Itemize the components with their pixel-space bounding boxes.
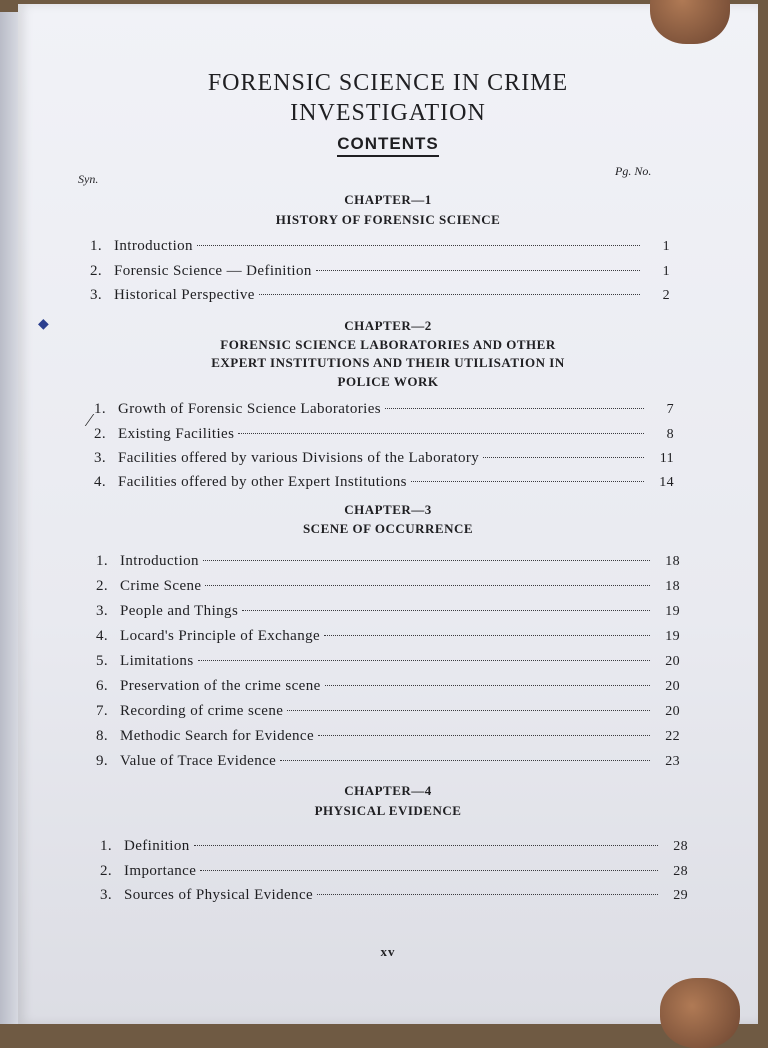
toc-entry: 4. Locard's Principle of Exchange 19 xyxy=(96,628,680,644)
chapter-2-label: CHAPTER—2 xyxy=(344,318,432,333)
thumb-bottom xyxy=(660,978,740,1048)
book-title-line1: FORENSIC SCIENCE IN CRIME xyxy=(207,70,569,96)
toc-entry: 2. Crime Scene 18 xyxy=(96,578,680,594)
chapter-2-title-line1: FORENSIC SCIENCE LABORATORIES AND OTHER xyxy=(220,337,556,352)
toc-entry: 5. Limitations 20 xyxy=(96,653,680,669)
chapter-4-title: PHYSICAL EVIDENCE xyxy=(314,803,462,818)
chapter-4-label: CHAPTER—4 xyxy=(344,783,432,798)
contents-page xyxy=(18,4,758,1024)
toc-entry: 1. Definition 28 xyxy=(100,838,688,854)
pg-no-label: Pg. No. xyxy=(615,164,652,178)
chapter-1-title: HISTORY OF FORENSIC SCIENCE xyxy=(275,212,501,227)
toc-entry: 3. Facilities offered by various Divisions of the Laboratory 11 xyxy=(94,450,674,466)
pen-tick: ⁄ xyxy=(88,410,92,430)
toc-entry: 3. Sources of Physical Evidence 29 xyxy=(100,887,688,903)
syn-label: Syn. xyxy=(78,172,99,186)
chapter-2-title-line3: POLICE WORK xyxy=(337,374,439,389)
chapter-3-title: SCENE OF OCCURRENCE xyxy=(302,521,474,536)
pen-mark: ◆ xyxy=(38,317,49,332)
toc-entry: 2. Importance 28 xyxy=(100,863,688,879)
toc-entry: 1. Growth of Forensic Science Laboratories 7 xyxy=(94,401,674,417)
toc-entry: 1. Introduction 1 xyxy=(90,238,670,254)
toc-entry: 7. Recording of crime scene 20 xyxy=(96,703,680,719)
toc-entry: 2. Existing Facilities 8 xyxy=(94,426,674,442)
toc-entry: 9. Value of Trace Evidence 23 xyxy=(96,753,680,769)
contents-heading: CONTENTS xyxy=(18,134,758,154)
toc-entry: 3. People and Things 19 xyxy=(96,603,680,619)
toc-entry: 6. Preservation of the crime scene 20 xyxy=(96,678,680,694)
toc-entry: 4. Facilities offered by other Expert Institutions 14 xyxy=(94,474,674,490)
chapter-1-label: CHAPTER—1 xyxy=(344,192,432,207)
chapter-3-label: CHAPTER—3 xyxy=(344,502,432,517)
toc-entry: 2. Forensic Science — Definition 1 xyxy=(90,263,670,279)
page-number: xv xyxy=(380,944,396,959)
chapter-2-title-line2: EXPERT INSTITUTIONS AND THEIR UTILISATION IN xyxy=(211,355,565,370)
toc-entry: 3. Historical Perspective 2 xyxy=(90,287,670,303)
toc-entry: 1. Introduction 18 xyxy=(96,553,680,569)
toc-entry: 8. Methodic Search for Evidence 22 xyxy=(96,728,680,744)
book-title-line2: INVESTIGATION xyxy=(290,100,486,126)
